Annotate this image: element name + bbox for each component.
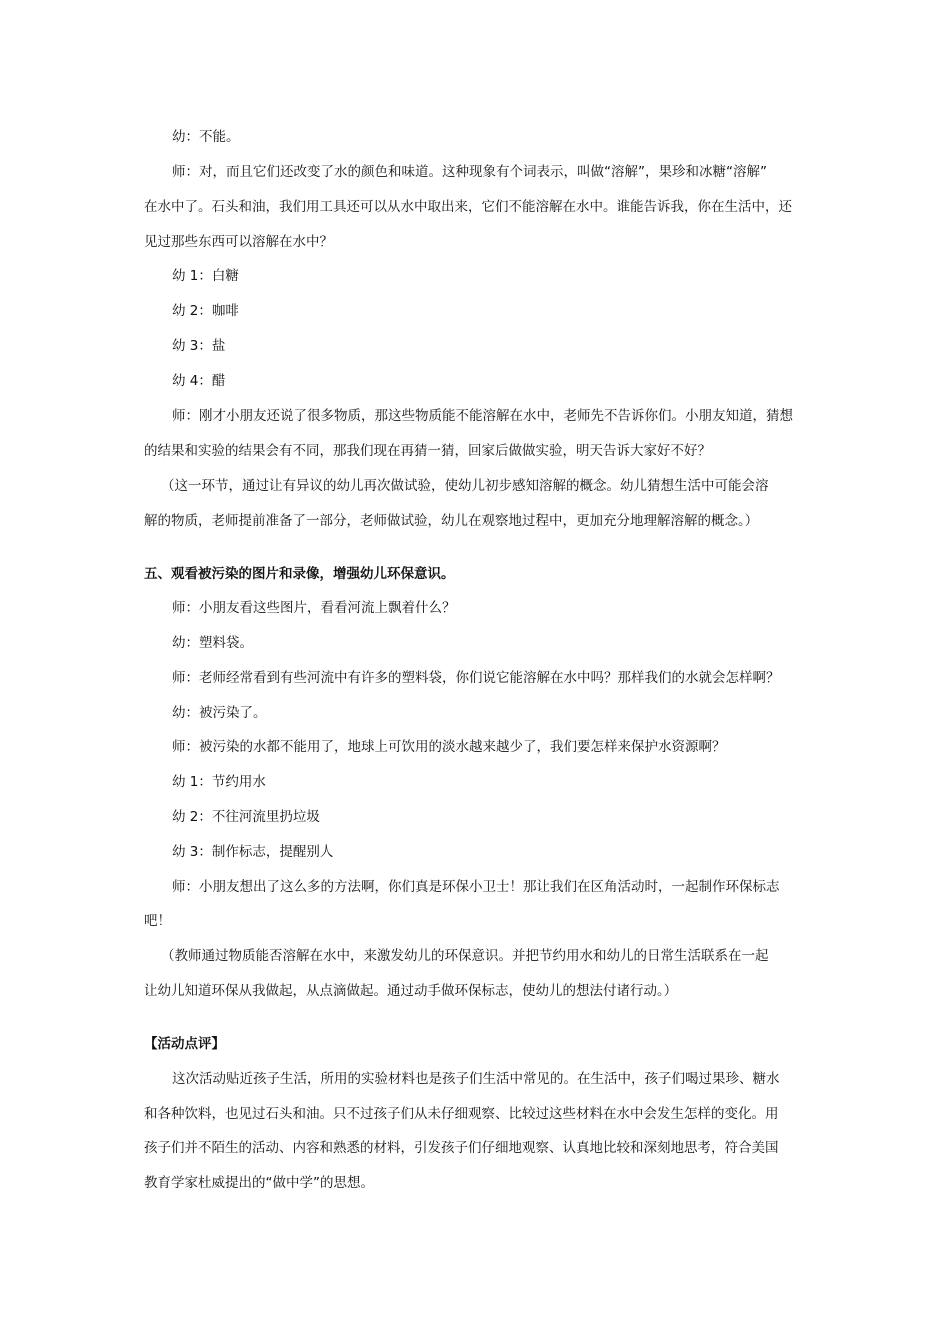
dialogue-line: 师：小朋友看这些图片，看看河流上飘着什么？ xyxy=(172,600,456,616)
dialogue-line: 幼 2：不往河流里扔垃圾 xyxy=(172,809,320,825)
dialogue-line: 幼 4：醋 xyxy=(172,373,226,389)
dialogue-line: 幼：被污染了。 xyxy=(172,705,267,721)
dialogue-line: 师：对，而且它们还改变了水的颜色和味道。这种现象有个词表示，叫做“溶解”，果珍和冰糖“溶解” xyxy=(172,164,767,180)
commentary-line: （教师通过物质能否溶解在水中，来激发幼儿的环保意识。并把节约用水和幼儿的日常生活联系在一起 xyxy=(161,948,769,964)
dialogue-line: 幼 3：盐 xyxy=(172,338,226,354)
dialogue-line: 幼 3：制作标志，提醒别人 xyxy=(172,844,334,860)
dialogue-line: 幼 1：白糖 xyxy=(172,268,239,284)
review-paragraph-line: 教育学家杜威提出的“做中学”的思想。 xyxy=(144,1175,374,1191)
dialogue-line: 吧！ xyxy=(144,913,171,929)
commentary-line: 解的物质，老师提前准备了一部分，老师做试验，幼儿在观察地过程中，更加充分地理解溶解的概念。） xyxy=(144,513,759,529)
commentary-line: （这一环节，通过让有异议的幼儿再次做试验，使幼儿初步感知溶解的概念。幼儿猜想生活中可能会溶 xyxy=(161,478,769,494)
dialogue-line: 师：小朋友想出了这么多的方法啊，你们真是环保小卫士！那让我们在区角活动时，一起制作环保标志 xyxy=(172,879,780,895)
review-paragraph-line: 这次活动贴近孩子生活，所用的实验材料也是孩子们生活中常见的。在生活中，孩子们喝过果珍、糖水 xyxy=(172,1071,780,1087)
dialogue-line: 幼：塑料袋。 xyxy=(172,635,253,651)
section-heading: 五、观看被污染的图片和录像，增强幼儿环保意识。 xyxy=(144,566,455,582)
dialogue-line: 幼 2：咖啡 xyxy=(172,303,239,319)
dialogue-line: 幼 1：节约用水 xyxy=(172,774,266,790)
dialogue-line: 见过那些东西可以溶解在水中？ xyxy=(144,234,333,250)
dialogue-line: 的结果和实验的结果会有不同，那我们现在再猜一猜，回家后做做实验，明天告诉大家好不好？ xyxy=(144,443,711,459)
dialogue-line: 师：被污染的水都不能用了，地球上可饮用的淡水越来越少了，我们要怎样来保护水资源啊？ xyxy=(172,739,726,755)
dialogue-line: 幼：不能。 xyxy=(172,129,240,145)
section-heading: 【活动点评】 xyxy=(144,1036,225,1052)
dialogue-line: 师：老师经常看到有些河流中有许多的塑料袋，你们说它能溶解在水中吗？那样我们的水就会怎样啊？ xyxy=(172,670,780,686)
dialogue-line: 师：刚才小朋友还说了很多物质，那这些物质能不能溶解在水中，老师先不告诉你们。小朋友知道，猜想 xyxy=(172,408,793,424)
dialogue-line: 在水中了。石头和油，我们用工具还可以从水中取出来，它们不能溶解在水中。谁能告诉我，你在生活中，还 xyxy=(144,199,792,215)
commentary-line: 让幼儿知道环保从我做起，从点滴做起。通过动手做环保标志，使幼儿的想法付诸行动。） xyxy=(144,983,678,999)
review-paragraph-line: 孩子们并不陌生的活动、内容和熟悉的材料，引发孩子们仔细地观察、认真地比较和深刻地思考，符合美国 xyxy=(144,1140,779,1156)
review-paragraph-line: 和各种饮料，也见过石头和油。只不过孩子们从未仔细观察、比较过这些材料在水中会发生怎样的变化。用 xyxy=(144,1106,779,1122)
